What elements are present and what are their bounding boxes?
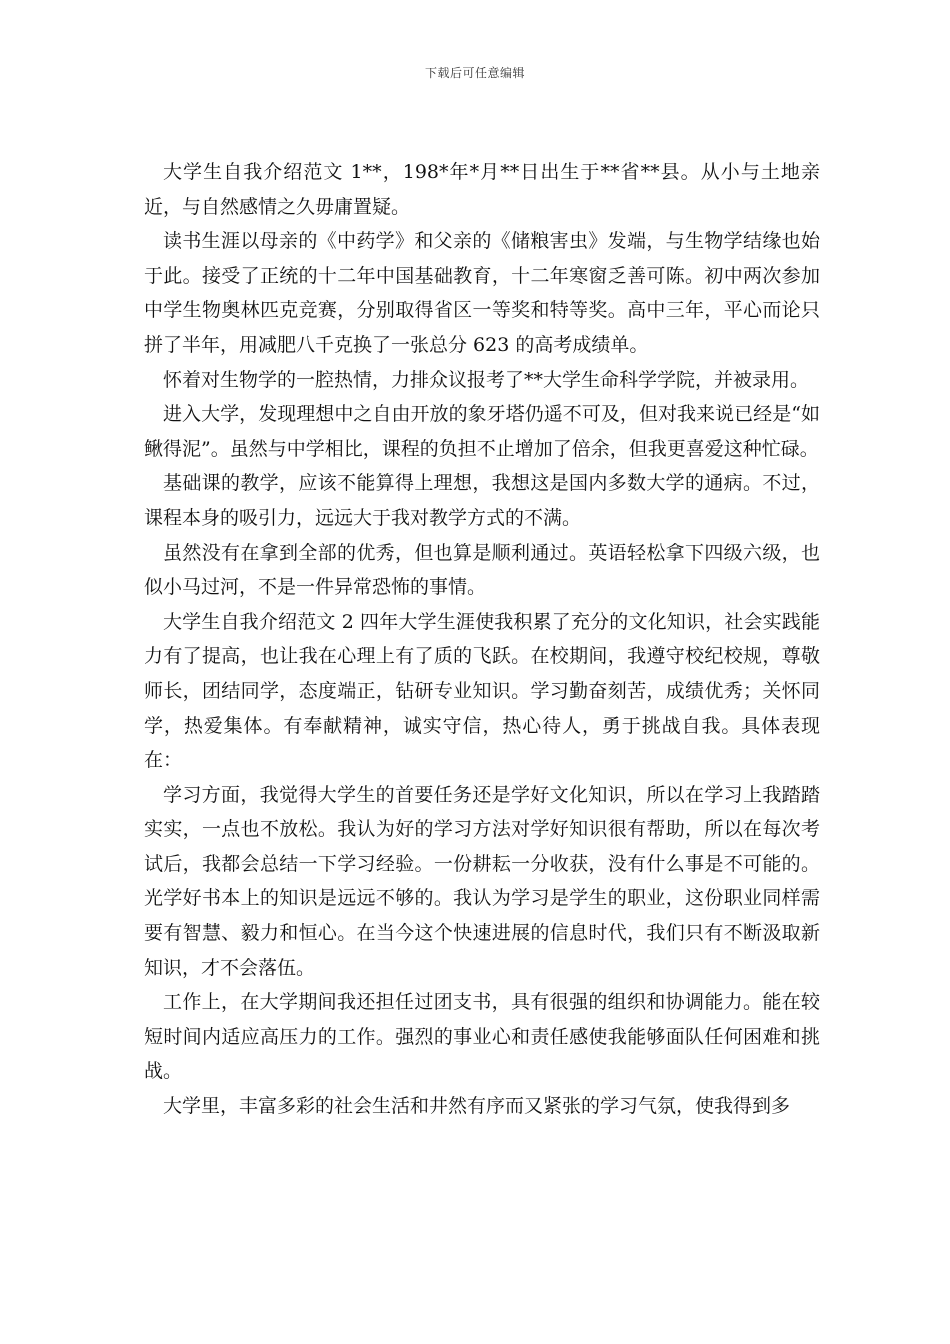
paragraph-3: 怀着对生物学的一腔热情，力排众议报考了**大学生命科学学院，并被录用。 — [163, 368, 810, 391]
paragraph-6: 虽然没有在拿到全部的优秀，但也算是顺利通过。英语轻松拿下四级六级，也似小马过河，不是一件异常恐怖的事情。 — [144, 541, 820, 599]
paragraph-8: 学习方面，我觉得大学生的首要任务还是学好文化知识，所以在学习上我踏踏实实，一点也不放松。我认为好的学习方法对学好知识很有帮助，所以在每次考试后，我都会总结一下学习经验。一份耕耘一分收获，没有什么事是不可能的。光学好书本上的知识是远远不够的。我认为学习是学生的职业，这份职业同样需要有智慧、毅力和恒心。在当今这个快速进展的信息时代，我们只有不断汲取新知识，才不会落伍。 — [144, 783, 820, 979]
page-header: 下载后可任意编辑 — [424, 66, 525, 80]
paragraph-1: 大学生自我介绍范文 1**，198*年*月**日出生于**省**县。从小与土地亲近，与自然感情之久毋庸置疑。 — [144, 161, 820, 218]
paragraph-2: 读书生涯以母亲的《中药学》和父亲的《储粮害虫》发端，与生物学结缘也始于此。接受了正统的十二年中国基础教育，十二年寒窗乏善可陈。初中两次参加中学生物奥林匹克竞赛，分别取得省区一等奖和特等奖。高中三年，平心而论只拼了半年，用减肥八千克换了一张总分 623 的高考成绩单。 — [144, 230, 820, 356]
paragraph-9: 工作上，在大学期间我还担任过团支书，具有很强的组织和协调能力。能在较短时间内适应高压力的工作。强烈的事业心和责任感使我能够面队任何困难和挑战。 — [144, 991, 820, 1083]
paragraph-10: 大学里，丰富多彩的社会生活和井然有序而又紧张的学习气氛，使我得到多 — [163, 1095, 791, 1118]
paragraph-4: 进入大学，发现理想中之自由开放的象牙塔仍遥不可及，但对我来说已经是“如鳅得泥”。虽然与中学相比，课程的负担不止增加了倍余，但我更喜爱这种忙碌。 — [144, 403, 820, 460]
paragraph-5: 基础课的教学，应该不能算得上理想，我想这是国内多数大学的通病。不过，课程本身的吸引力，远远大于我对教学方式的不满。 — [144, 472, 820, 529]
paragraph-7: 大学生自我介绍范文 2 四年大学生涯使我积累了充分的文化知识，社会实践能力有了提高，也让我在心理上有了质的飞跃。在校期间，我遵守校纪校规，尊敬师长，团结同学，态度端正，钻研专业知识。学习勤奋刻苦，成绩优秀；关怀同学，热爱集体。有奉献精神，诚实守信，热心待人，勇于挑战自我。具体表现在： — [144, 610, 820, 772]
document-body — [144, 155, 820, 1124]
